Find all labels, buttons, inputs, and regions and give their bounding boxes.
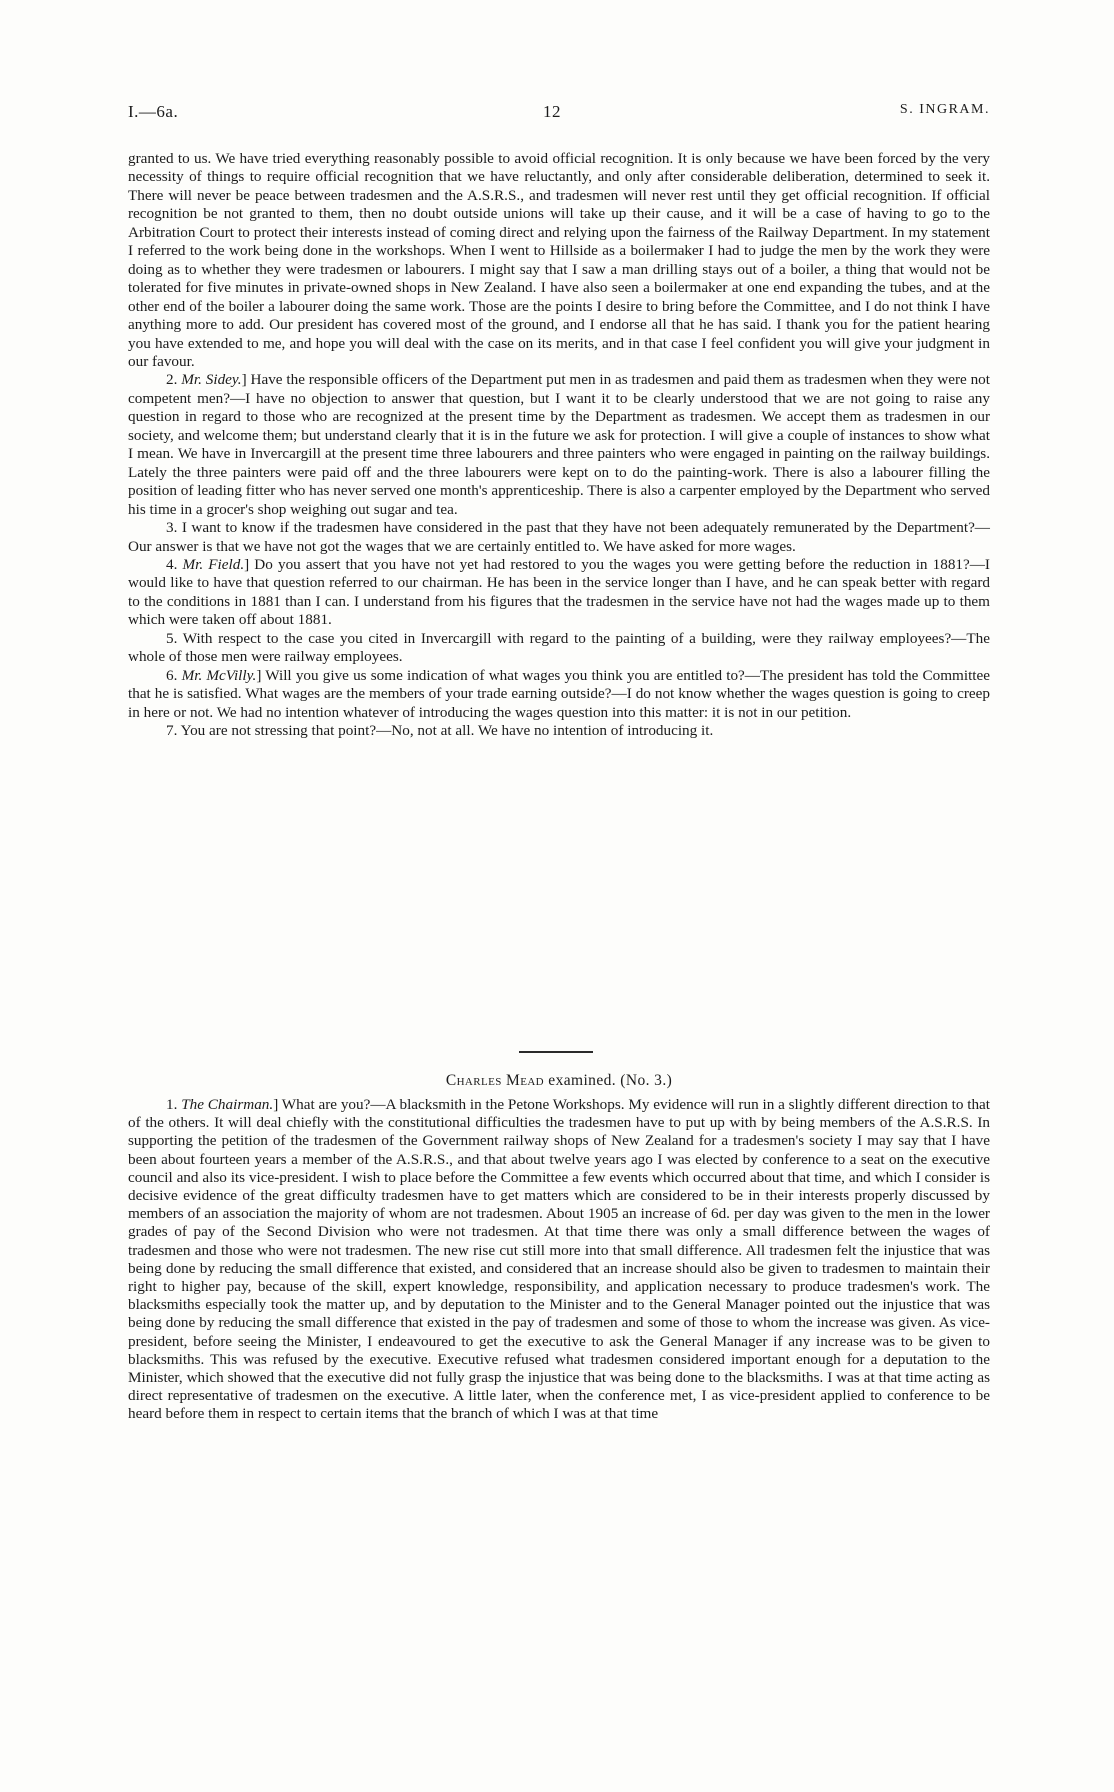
paragraph-5: 5. With respect to the case you cited in Invercargill with regard to the painting of a building, were they railway employees?—The whole of those men were railway employees. — [128, 629, 990, 666]
paragraph-4: 4. Mr. Field.] Do you assert that you have not yet had restored to you the wages you were getting before the reduction in 1881?—I would like to have that question referred to our chairman. He has been in the service longer than I have, and he can speak better with regard to the conditions in 1881 than I can. I understand from his figures that the tradesmen in the service have not had the wages made up to them which were taken off about 1881. — [128, 555, 990, 629]
witness-name-header: S. INGRAM. — [899, 102, 990, 117]
section-title: Charles Mead examined. (No. 3.) — [445, 1072, 673, 1089]
page-header — [128, 102, 990, 126]
paragraph-2: 2. Mr. Sidey.] Have the responsible officers of the Department put men in as tradesmen and paid them as tradesmen when they were not competent men?—I have no objection to answer that question, but I want it to be clearly understood that we are not going to raise any question in regard to those who are recognized at the present time by the Department as tradesmen. We accept them as tradesmen in our society, and welcome them; but understand clearly that it is in the future we ask for protection. I will give a couple of instances to show what I mean. We have in Invercargill at the present time three labourers and three painters who were engaged in painting on the railway buildings. Lately the three painters were paid off and the three labourers were kept on to do the painting-work. There is also a labourer filling the position of leading fitter who has never served one month's apprenticeship. There is also a carpenter employed by the Department who served his time in a grocer's shop weighing out sugar and tea. — [128, 371, 990, 518]
paragraph-1: granted to us. We have tried everything reasonably possible to avoid official recognition. It is only because we have been forced by the very necessity of things to require official recognition that we have reluctantly, and only after considerable deliberation, determined to seek it. There will never be peace between tradesmen and the A.S.R.S., and tradesmen will never rest until they get official recognition. If official recognition be not granted to them, then no doubt outside unions will take up their cause, and it will be a case of having to go to the Arbitration Court to protect their interests instead of coming direct and relying upon the fairness of the Railway Department. In my statement I referred to the work being done in the workshops. When I went to Hillside as a boilermaker I had to judge the men by the work they were doing as to whether they were tradesmen or labourers. I might say that I saw a man drilling stays out of a boiler, a thing that would not be tolerated for five minutes in private-owned shops in New Zealand. I have also seen a boilermaker at one end expanding the tubes, and at the other end of the boiler a labourer doing the same work. Those are the points I desire to bring before the Committee, and I do not think I have anything more to add. Our president has covered most of the ground, and I endorse all that he has said. I thank you for the patient hearing you have extended to me, and hope you will deal with the case on its merits, and in that case I feel confident you will give your judgment in our favour. — [128, 150, 990, 370]
document-reference: I.—6a. — [128, 102, 179, 121]
paragraph-7: 7. You are not stressing that point?—No, not at all. We have no intention of introducing it. — [166, 722, 714, 740]
paragraph-3: 3. I want to know if the tradesmen have considered in the past that they have not been adequately remunerated by the Department?—Our answer is that we have not got the wages that we are certainly entitled to. We have asked for more wages. — [128, 519, 990, 555]
speaker: Mr. Sidey. — [181, 371, 242, 389]
speaker: Mr. Field. — [182, 555, 245, 573]
section-body — [128, 1096, 990, 1424]
speaker: Mr. McVilly. — [181, 666, 257, 684]
witness-name: Charles Mead — [445, 1072, 545, 1089]
section-paragraph-1: 1. The Chairman.] What are you?—A blacksmith in the Petone Workshops. My evidence will run in a slightly different direction to that of the others. It will deal chiefly with the constitutional difficulties the tradesmen have to put up with by being members of the A.S.R.S. In supporting the petition of the tradesmen of the Government railway shops of New Zealand for a tradesmen's society I may say that I have been about fourteen years a member of the A.S.R.S., and that about twelve years ago I was elected by conference to a seat on the executive council and also its vice-president. I wish to place before the Committee a few events which occurred about that time, and which I consider is decisive evidence of the great difficulty tradesmen have to get matters which are considered to be in their interests properly discussed by members of an association the majority of whom are not tradesmen. About 1905 an increase of 6d. per day was given to the men in the lower grades of pay of the Second Division who were not tradesmen. At that time there was only a small difference between the wages of tradesmen and those who were not tradesmen. The new rise cut still more into that small difference. All tradesmen felt the injustice that was being done by reducing the small difference that existed, and considered that an increase should also be given to tradesmen to maintain their right to higher pay, because of the skill, expert knowledge, responsibility, and application necessary to produce tradesmen's work. The blacksmiths especially took the matter up, and by deputation to the Minister and to the General Manager pointed out the injustice that was being done by reducing the small difference that existed in the pay of tradesmen and some of those to whom the increase was given. As vice-president, before seeing the Minister, I endeavoured to get the executive to ask the General Manager if any increase was to be given to blacksmiths. This was refused by the executive. Executive refused what tradesmen considered important enough for a deputation to the Minister, which showed that the executive did not fully grasp the injustice that was being done to the blacksmiths. I was at that time acting as direct representative of tradesmen on the executive. A little later, when the conference met, I as vice-president applied to conference to be heard before them in respect to certain items that the branch of which I was at that time — [128, 1096, 991, 1423]
paragraph-6: 6. Mr. McVilly.] Will you give us some indication of what wages you think you are entitled to?—The president has told the Committee that he is satisfied. What wages are the members of your trade earning outside?—I do not know whether the wages question is going to creep in here or not. We had no intention whatever of introducing the wages question into this matter: it is not in our petition. — [128, 666, 990, 721]
section-divider — [519, 1051, 593, 1053]
speaker: The Chairman. — [181, 1096, 274, 1113]
evidence-body — [128, 150, 990, 741]
page-number: 12 — [543, 102, 561, 121]
